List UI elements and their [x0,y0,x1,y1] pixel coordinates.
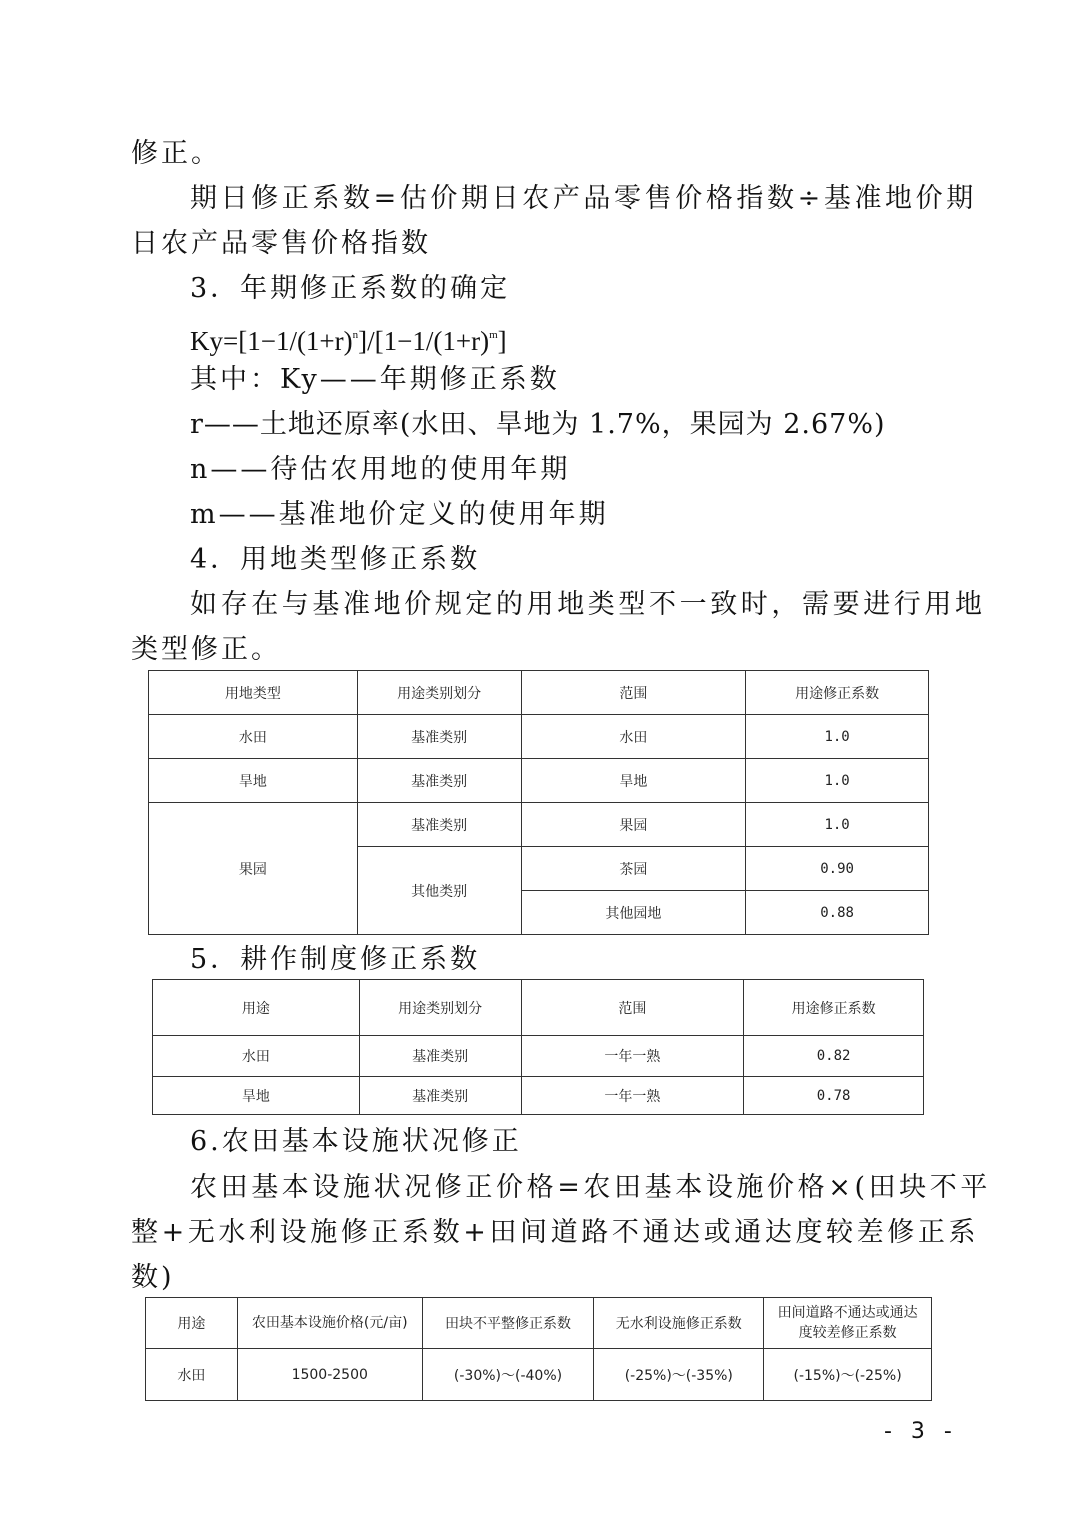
paragraph-text: r——土地还原率(水田、旱地为 1.7%，果园为 2.67%) [190,409,886,440]
table-cell: (-15%)～(-25%) [764,1349,932,1401]
farming-system-table [152,979,924,1115]
table-cell: 基准类别 [357,759,521,803]
table-cell: 1.0 [746,803,929,847]
paragraph-text: 期日修正系数=估价期日农产品零售价格指数÷基准地价期 [190,183,977,214]
table-cell: 水田 [149,715,358,759]
table-cell: 0.82 [744,1036,924,1077]
table-cell: (-30%)～(-40%) [422,1349,594,1401]
land-type-table [148,670,929,935]
table-cell: 旱地 [149,759,358,803]
table-header: 范围 [521,671,746,715]
paragraph-text: 数) [131,1262,175,1293]
table-cell: 一年一熟 [521,1077,744,1115]
table-header: 无水利设施修正系数 [594,1298,764,1349]
paragraph-text: n——待估农用地的使用年期 [190,454,571,485]
table-cell: 0.78 [744,1077,924,1115]
table-cell: 0.90 [746,847,929,891]
table-header: 田块不平整修正系数 [422,1298,594,1349]
formula: $Ky=[1-1/(1+r)^n]/[1-1/(1+r)^m]$ [190,326,507,356]
table-cell: 基准类别 [357,803,521,847]
table-cell: 基准类别 [357,715,521,759]
table-header: 范围 [521,980,744,1036]
paragraph-text: 如存在与基准地价规定的用地类型不一致时，需要进行用地 [190,589,986,620]
table-cell: 水田 [153,1036,360,1077]
table-cell: 水田 [521,715,746,759]
table-header: 田间道路不通达或通达度较差修正系数 [764,1298,932,1349]
table-cell: 1500-2500 [237,1349,422,1401]
table-header: 用途修正系数 [746,671,929,715]
table-cell: 其他类别 [357,847,521,935]
table-cell: 1.0 [746,715,929,759]
paragraph-text: 类型修正。 [131,634,281,665]
table-header: 农田基本设施价格(元/亩) [237,1298,422,1349]
table-header: 用途 [153,980,360,1036]
table-cell: 茶园 [521,847,746,891]
farmland-facility-table [145,1297,932,1401]
table-header: 用途修正系数 [744,980,924,1036]
table-cell: 旱地 [521,759,746,803]
paragraph-text: 修正。 [131,138,221,169]
page-number: - 3 - [884,1419,958,1444]
table-cell: 0.88 [746,891,929,935]
section-heading: 3．年期修正系数的确定 [190,273,511,304]
table-cell: 1.0 [746,759,929,803]
paragraph-text: 整+无水利设施修正系数+田间道路不通达或通达度较差修正系 [131,1217,980,1248]
table-cell: 基准类别 [359,1036,521,1077]
paragraph-text: 农田基本设施状况修正价格=农田基本设施价格×(田块不平 [190,1172,991,1203]
table-cell: 果园 [149,803,358,935]
paragraph-text: 其中：Ky——年期修正系数 [190,364,560,395]
table-cell: 果园 [521,803,746,847]
table-cell: 水田 [146,1349,238,1401]
table-cell: (-25%)～(-35%) [594,1349,764,1401]
section-heading: 6.农田基本设施状况修正 [190,1126,522,1157]
section-heading: 4．用地类型修正系数 [190,544,481,575]
table-cell: 一年一熟 [521,1036,744,1077]
paragraph-text: m——基准地价定义的使用年期 [190,499,609,530]
table-cell: 其他园地 [521,891,746,935]
table-header: 用途类别划分 [359,980,521,1036]
table-header: 用地类型 [149,671,358,715]
table-cell: 基准类别 [359,1077,521,1115]
paragraph-text: 日农产品零售价格指数 [131,228,431,259]
section-heading: 5．耕作制度修正系数 [190,944,481,975]
table-header: 用途 [146,1298,238,1349]
table-cell: 旱地 [153,1077,360,1115]
table-header: 用途类别划分 [357,671,521,715]
